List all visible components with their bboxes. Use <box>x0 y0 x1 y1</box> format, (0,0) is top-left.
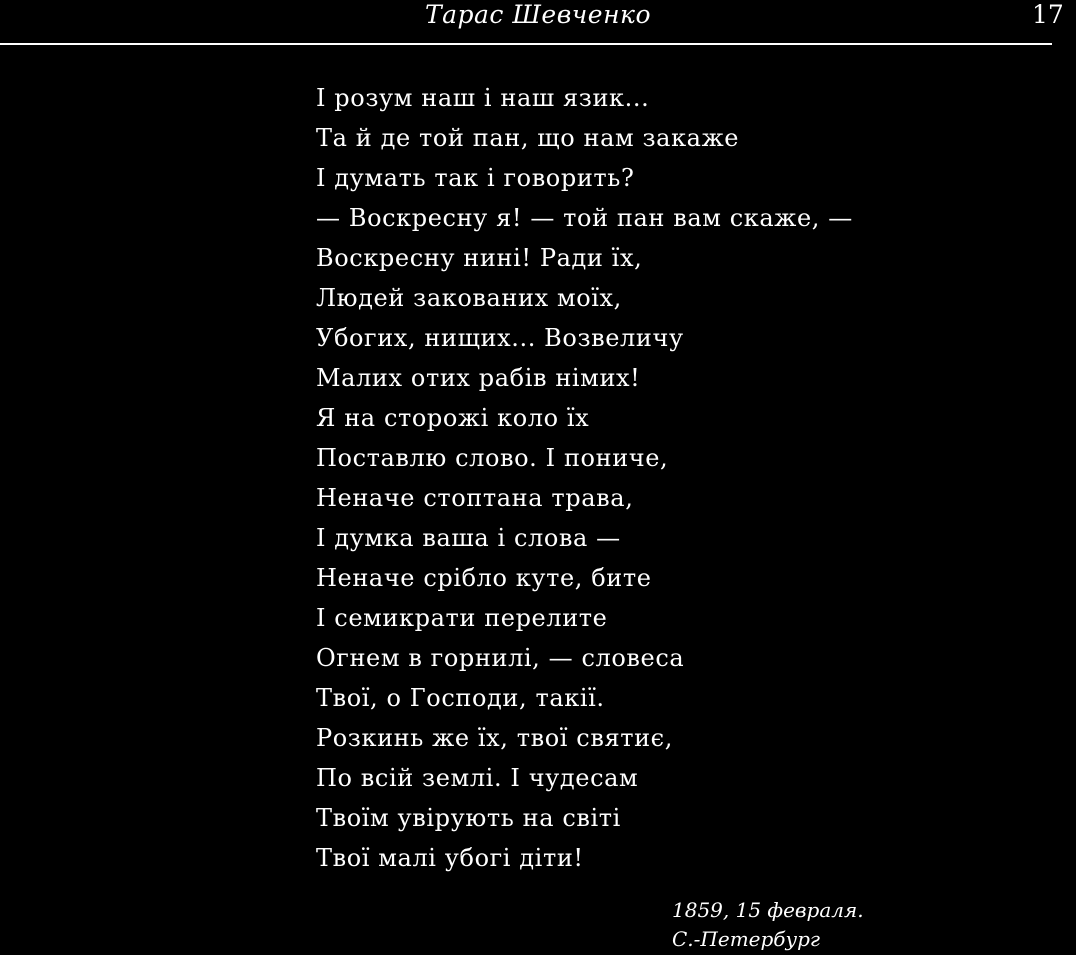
verse-line-1: І розум наш і наш язик... <box>316 84 650 112</box>
verse-line-6: Людей закованих моїх, <box>316 284 622 312</box>
verse-line-16: Твої, о Господи, такії. <box>316 684 605 712</box>
header-rule <box>0 43 1052 45</box>
verse-line-11: Неначе стоптана трава, <box>316 484 634 512</box>
verse-line-2: Та й де той пан, що нам закаже <box>316 124 740 152</box>
verse-line-7: Убогих, нищих... Возвеличу <box>316 324 684 352</box>
poem-stanza <box>316 78 853 878</box>
verse-line-19: Твоїм увірують на світі <box>316 804 621 832</box>
verse-line-3: І думать так і говорить? <box>316 164 635 192</box>
page-number: 17 <box>1032 0 1064 29</box>
verse-line-8: Малих отих рабів німих! <box>316 364 641 392</box>
verse-line-14: І семикрати перелите <box>316 604 608 632</box>
verse-line-9: Я на сторожі коло їх <box>316 404 590 432</box>
dateline-place: С.-Петербург <box>672 927 821 951</box>
poem-dateline <box>672 896 864 954</box>
verse-line-5: Воскресну нині! Ради їх, <box>316 244 643 272</box>
verse-line-18: По всій землі. І чудесам <box>316 764 639 792</box>
verse-line-15: Огнем в горнилі, — словеса <box>316 644 685 672</box>
verse-line-4: — Воскресну я! — той пан вам скаже, — <box>316 204 853 232</box>
running-head-author: Тарас Шевченко <box>424 0 652 29</box>
verse-line-17: Розкинь же їх, твої святиє, <box>316 724 673 752</box>
dateline-date: 1859, 15 февраля. <box>672 898 864 922</box>
verse-line-20: Твої малі убогі діти! <box>316 844 584 872</box>
verse-line-12: І думка ваша і слова — <box>316 524 621 552</box>
running-head <box>0 0 1064 44</box>
verse-line-13: Неначе срібло куте, бите <box>316 564 652 592</box>
verse-line-10: Поставлю слово. І пониче, <box>316 444 669 472</box>
